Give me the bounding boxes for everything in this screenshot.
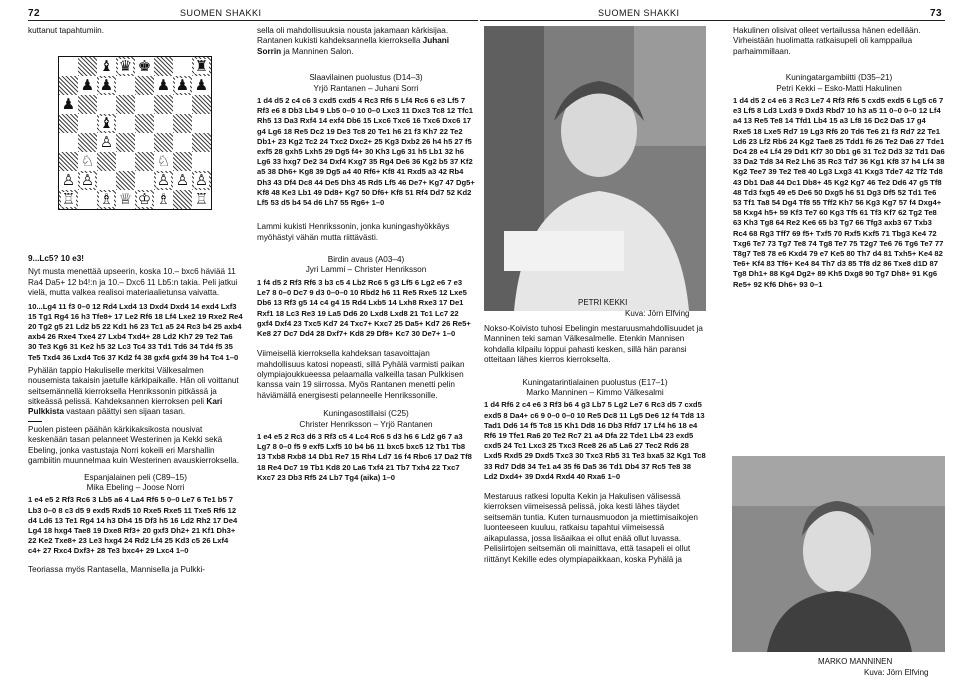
board-square [192,95,211,114]
board-square [192,76,211,95]
chess-piece: ♜ [194,57,209,75]
chess-piece: ♙ [175,171,190,189]
photo-caption-credit: Kuva: Jörn Elfving [864,668,929,677]
move-annotation: 9...Lc5? 10 e3! [28,254,84,263]
board-square [97,152,116,171]
right-header-rule [480,20,945,21]
board-square [59,152,78,171]
left-header-rule [28,20,478,21]
board-square [135,114,154,133]
board-square [192,152,211,171]
photo-caption-name: PETRI KEKKI [578,298,628,307]
paragraph: Nokso-Koivisto tuhosi Ebelingin mestaruusmahdollisuudet ja Manninen teki saman Välkesalmelle. Etenkin Mannisen kohdalla kilpailu loppui pahasti kesken, sillä hän paransi otteitaan lähes kierros kierrokselta. [484,324,703,365]
left-page-number: 72 [28,8,41,19]
board-square [116,133,135,152]
chess-piece: ♙ [80,171,95,189]
chess-piece: ♗ [156,190,171,208]
board-square [135,190,154,209]
board-square [78,95,97,114]
column-2 [257,26,475,486]
board-square [97,76,116,95]
board-square [173,190,192,209]
board-square [78,171,97,190]
separator [28,421,42,422]
game-title: Kuningatargambiitti (D35–21) [785,73,893,83]
board-square [135,95,154,114]
chess-piece: ♛ [118,57,133,75]
game-moves: 1 d4 d5 2 c4 c6 3 cxd5 cxd5 4 Rc3 Rf6 5 Lf4 Rc6 6 e3 Lf5 7 Rf3 e6 8 Db3 Lb4 9 Lb5 0–0 10 0–0 Lxc3 11 Dxc3 Tc8 12 Tfc1 Rh5 13 Da3 Rxf4 14 exf4 Db6 15 Lxc6 Txc6 16 Txc6 Dxc6 17 g4 Lg6 18 Re5 Dc2 19 De3 Tc8 20 Te1 h6 21 f3 Kh7 22 Te2 Db1+ 23 Kg2 Tc2 24 Txc2 Dxc2+ 25 Kg3 Dxb2 26 h4 h5 27 f5 exf5 28 gxh5 Lxh5 29 Dg5 f4+ 30 Kh3 Lg6 31 h5 Lb1 32 h6 Lg6 33 hxg7 De2 34 Dxf4 Kxg7 35 Rg4 De6 36 Kg2 b5 37 Kf2 a5 38 Dh6+ Kg8 39 Dg5 a4 40 Rf6+ Kf8 41 Rxd5 a3 42 Rb4 Dh3 43 Df4 Dc8 44 De5 Dh3 45 Rd5 Lf5 46 De7+ Kg7 47 Dg5+ Kf8 48 Ke3 Lb1 49 Dd8+ Kg7 50 Df6+ Kf8 51 Rf4 Dd7 52 Kd2 Lf5 53 d5 b4 54 d6 Lh7 55 Rg6+ 1–0 [257,96,475,208]
game-title: Slaavilainen puolustus (D14–3) [309,73,423,83]
game-title: Birdin avaus (A03–4) [327,255,405,265]
board-square [192,133,211,152]
board-square [78,57,97,76]
paragraph: Viimeisellä kierroksella kahdeksan tasavoittajan mahdollisuus katosi nopeasti, sillä Pyhälä varmisti paikan olympiajoukkueessa pelaamalla valkeilla tasan Pulkkisen kanssa vain 19 siirrossa. Myös Rantanen menetti pelin häviämällä energisesti pelanneelle Henrikssonille. [257,349,465,400]
chess-piece: ♟ [99,76,114,94]
board-square [173,171,192,190]
column-1-body [28,254,243,578]
portrait-illustration [484,26,706,311]
chess-piece: ♙ [61,171,76,189]
portrait-illustration [732,456,945,652]
paragraph: Teoriassa myös Rantasella, Mannisella ja Pulkki- [28,564,206,574]
game-moves: 1 d4 d5 2 c4 e6 3 Rc3 Le7 4 Rf3 Rf6 5 cxd5 exd5 6 Lg5 c6 7 e3 Lf5 8 Ld3 Lxd3 9 Dxd3 Rbd7 10 h3 a5 11 0–0 0–0 12 Lf4 a4 13 Re5 Te8 14 Tfd1 Lb4 15 a3 Lf8 16 Dc2 Da5 17 g4 Rxe5 18 Lxe5 Rd7 19 Lg3 Rf6 20 Td6 Te6 21 f3 Rd7 22 Te1 Ld6 23 Lf2 Rb6 24 Kg2 Tae8 25 Tdd1 f6 26 Te2 Da6 27 Tde1 Dc4 28 e4 Lf4 29 Dd1 Kf7 30 Db1 g6 31 Tc2 Dd3 32 Td1 Da6 33 Da2 Td8 34 Re2 Lh6 35 Rc3 Td7 36 Kg1 Kf8 37 h4 Lf4 38 Kg2 Tee7 39 Te2 Te8 40 Lg3 Lxg3 41 Kxg3 Tde7 42 Tf2 Td8 43 Db1 Da8 44 Dc1 Db8+ 45 Kg2 Kg7 46 Te2 Dd6 47 g5 Tf8 48 Td3 fxg5 49 e5 De6 50 Dxg5 h6 51 Dg3 Df5 52 Td1 Te6 53 Tf1 Ta8 54 Dg4 Tf8 55 Tff2 Kh7 56 Kg3 Kg7 57 f4 Dxg4+ 58 Kxg4 h5+ 59 Kf3 Te7 60 Kg3 Tf5 61 Tf3 Kf7 62 Tg2 Te8 63 Kh3 Tg8 64 Re2 Ke6 65 b3 Tg7 66 Tfg3 axb3 67 Txb3 Rc4 68 Rg3 Tff7 69 f5+ Txf5 70 Rxf5 Kxf5 71 Tbg3 Ke4 72 Txg6 Te7 73 Tg7 Te8 74 Tg8 Te7 75 T2g7 Te6 76 Tg6 Te7 77 T8g7 Te8 78 e6 Kxd4 79 e7 Ke5 80 Th7 d4 81 Txh5+ Ke4 82 Te6+ Kf4 83 Tf6+ Ke4 84 Th7 d3 85 Tf8 d2 86 Txe8 d1D 87 Tg8 Dh1+ 88 Kg4 Dg2+ 89 Kh5 Dxg8 90 Tg7 Dh8+ 91 Kg6 Re5+ 92 Kf6 Dh6+ 93 0–1 [733,96,945,289]
board-square [59,190,78,209]
chess-piece: ♙ [194,171,209,189]
board-square [116,171,135,190]
chess-piece: ♙ [99,133,114,151]
paragraph: Puolen pisteen päähän kärkikaksikosta nousivat keskenään tasan pelanneet Westerinen ja Kekki sekä Ebeling, jonka vastustaja Norri kokeili eri Marshallin gambiitin muunnelmaa kuin Westerinen avauskierroksella. [28,424,240,466]
chess-piece: ♟ [156,76,171,94]
column-3 [484,324,706,568]
column-1-top: kuttanut tapahtumiin. [28,26,105,35]
board-square [135,57,154,76]
chess-piece: ♘ [80,152,95,170]
paragraph: Lammi kukisti Henrikssonin, jonka kuningashyökkäys myöhästyi vähän mutta riittävästi. [257,222,450,242]
board-square [59,95,78,114]
board-square [173,133,192,152]
photo-petri-kekki [484,26,706,311]
board-square [59,171,78,190]
paragraph: sella oli mahdollisuuksia nousta jakamaan kärkisijaa. Rantanen kukisti kahdeksannella kierroksella Juhani Sorrin ja Manninen Salon. [257,26,450,56]
game-title: Kuningasostillaisi (C25) [323,409,409,419]
board-square [154,76,173,95]
board-square [192,57,211,76]
board-square [135,171,154,190]
board-square [116,57,135,76]
chess-piece: ♔ [137,190,152,208]
photo-caption-name: MARKO MANNINEN [818,657,893,666]
photo-caption-credit: Kuva: Jörn Elfving [625,309,690,318]
chess-piece: ♟ [194,76,209,94]
board-square [154,133,173,152]
paragraph: Hakulinen olisivat olleet vertailussa hänen edellään. Virheistään huolimatta ratkaisupeli oli kamppailua parhaimmillaan. [733,26,921,56]
board-square [97,95,116,114]
board-square [59,76,78,95]
board-square [173,95,192,114]
chess-piece: ♟ [80,76,95,94]
game-moves: 1 e4 e5 2 Rf3 Rc6 3 Lb5 a6 4 La4 Rf6 5 0–0 Le7 6 Te1 b5 7 Lb3 0–0 8 c3 d5 9 exd5 Rxd5 10 Rxe5 Rxe5 11 Txe5 Rf6 12 d4 Ld6 13 Te1 Rg4 14 h3 Dh4 15 Df3 h5 16 Ld2 Rh2 17 De4 Lg4 18 hxg4 Tae8 19 Dxe8 Rf3+ 20 gxf3 Dh2+ 21 Kf1 Dh3+ 22 Ke2 Txe8+ 23 Le3 hxg4 24 Rd2 Lf4 25 Kd3 c5 26 Lxf4 c4+ 27 Rxc4 Dxf3+ 28 Te3 bxc4+ 29 Lxc4 1–0 [28,495,238,556]
chess-diagram [58,56,212,210]
chess-piece: ♖ [61,190,76,208]
board-square [97,171,116,190]
board-square [116,114,135,133]
board-square [97,57,116,76]
board-square [173,76,192,95]
game-players: Petri Kekki – Esko-Matti Hakulinen [776,83,902,93]
board-square [192,171,211,190]
paragraph: Nyt musta menettää upseerin, koska 10.– bxc6 häviää 11 Ra4 Da5+ 12 b4!:n ja 10.– Dxc6 11 Lb5:n takia. Peli jatkui vielä, mutta valkea realisoi materiaalietunsa vaivatta. [28,267,238,298]
right-running-title: SUOMEN SHAKKI [598,8,680,18]
board-square [135,152,154,171]
board-square [135,76,154,95]
game-players: Marko Manninen – Kimmo Välkesalmi [526,388,664,398]
chess-piece: ♕ [118,190,133,208]
game-players: Jyri Lammi – Christer Henriksson [305,265,427,275]
board-square [135,133,154,152]
board-square [78,190,97,209]
chess-piece: ♟ [175,76,190,94]
board-square [116,95,135,114]
column-4 [733,26,945,293]
game-players: Christer Henriksson – Yrjö Rantanen [299,419,433,429]
board-square [192,114,211,133]
right-page-number: 73 [930,8,943,19]
game-players: Mika Ebeling – Joose Norri [86,482,185,492]
chess-piece: ♝ [99,114,114,132]
board-square [78,133,97,152]
game-title: Espanjalainen peli (C89–15) [84,472,187,482]
game-moves: 1 e4 e5 2 Rc3 d6 3 Rf3 c5 4 Lc4 Rc6 5 d3 h6 6 Ld2 g6 7 a3 Lg7 8 0–0 f5 9 exf5 Lxf5 10 b4 b6 11 bxc5 bxc5 12 Tb1 Tb8 13 Txb8 Rxb8 14 Db1 Re7 15 Rh4 Ld7 16 f4 Rbc6 17 Da2 Tf8 18 Re4 Dc7 19 Tb1 Kd8 20 La6 Txf4 21 Tb7 Txh4 22 Txc7 Kxc7 23 Db3 Rf5 24 Lb7 Tg4 (aika) 1–0 [257,431,472,482]
board-square [154,171,173,190]
board-square [173,57,192,76]
board-square [192,190,211,209]
board-square [97,190,116,209]
board-square [59,114,78,133]
board-square [116,152,135,171]
photo-marko-manninen [732,456,945,652]
game-moves: 1 f4 d5 2 Rf3 Rf6 3 b3 c5 4 Lb2 Rc6 5 g3 Lf5 6 Lg2 e6 7 e3 Le7 8 0–0 Dc7 9 d3 0–0–0 10 Rbd2 h6 11 Re5 Rxe5 12 Lxe5 Db6 13 Rf3 g5 14 c4 g4 15 Rd4 Lxb5 14 Lxh8 Rxe3 17 De1 Rxf1 18 Lc3 Re3 19 La5 Dd6 20 Lxd8 Lxd8 21 Tc1 Lc7 22 gxf4 Dxf4 23 Txc5 Kd7 24 Txc7+ Kxc7 25 Da5+ Kd7 26 Re5+ Ke8 27 Dc7 Dd4 28 Dxf7+ Kd8 29 Df8+ Kc7 30 De7+ 1–0 [257,277,471,338]
board-square [59,133,78,152]
board-square [116,190,135,209]
chess-piece: ♘ [156,152,171,170]
chess-piece: ♚ [137,57,152,75]
board-square [116,76,135,95]
board-square [78,114,97,133]
board-square [154,114,173,133]
paragraph: Mestaruus ratkesi lopulta Kekin ja Hakulisen välisessä kierroksen viimeisessä pelissä, joka kesti lähes täydet seitsemän tuntia. Kuten turnausmuodon ja miettimisaikojen luonteeseen kuuluu, ratkaisu tapahtui viimeisessä aikapulassa, jossa lisäaikaa ei ollut enää ollut luvassa. Pelisiirtojen seitsemän oli mainittava, että tasapeli ei ollut riittänyt Kekille edes olympiapaikkaan, koska Pyhälä ja [484,492,698,564]
board-square [78,76,97,95]
board-square [173,114,192,133]
paragraph: Pyhälän tappio Hakuliselle merkitsi Välkesalmen nousemista takaisin jaetulle kärkipaikalle. Hän oli voittanut seitsemännellä kierroksella Henrikssonin pitkässä ja sitkeässä pelissä. Kahdeksannen kierroksen peli Kari Pulkkista vastaan päättyi sen sijaan tasan. [28,365,239,417]
board-square [154,152,173,171]
game-title: Kuningatarintialainen puolustus (E17–1) [522,377,668,387]
board-square [59,57,78,76]
left-running-title: SUOMEN SHAKKI [180,8,262,18]
chess-piece: ♝ [99,57,114,75]
chess-piece: ♟ [61,95,76,113]
chess-piece: ♖ [194,190,209,208]
board-square [154,95,173,114]
board-square [97,114,116,133]
game-moves: 10...Lg4 11 f3 0–0 12 Rd4 Lxd4 13 Dxd4 Dxd4 14 exd4 Lxf3 15 Tg1 Rg4 16 h3 Tfe8+ 17 Le2 Rf6 18 Lf4 Lxe2 19 Rxe2 Re4 20 Tg2 g5 21 Ld2 b5 22 Kd1 h6 23 Tc1 a5 24 Rc3 b4 25 axb4 axb4 26 Rxe4 Txe4 27 Lxb4 Txd4+ 28 Ld2 Kh7 29 Te2 Ta6 30 Te3 Kg6 31 Ke2 h5 32 Lc3 Tc4 33 Td1 Td6 34 Td4 f5 35 Te5 Txd4 36 Lxd4 Tc6 37 Kd2 f4 38 gxf4 gxf4 39 h4 Tc4 1–0 [28,301,243,362]
board-square [97,133,116,152]
board-square [154,190,173,209]
board-square [78,152,97,171]
chess-piece: ♙ [156,171,171,189]
game-players: Yrjö Rantanen – Juhani Sorri [313,83,419,93]
chess-piece: ♗ [99,190,114,208]
board-square [154,57,173,76]
board-square [173,152,192,171]
game-moves: 1 d4 Rf6 2 c4 e6 3 Rf3 b6 4 g3 Lb7 5 Lg2 Le7 6 Rc3 d5 7 cxd5 exd5 8 Da4+ c6 9 0–0 0–0 10 Re5 Dc8 11 Lg5 De6 12 f4 Td8 13 Tad1 Dd6 14 f5 Tc8 15 Kh1 Dd8 16 Db3 Rfd7 17 Lf4 h6 18 e4 Rf6 19 Tfe1 Ra6 20 Te2 Rc7 21 a4 Dfa 22 Tde1 Lb4 23 exd5 cxd5 24 Tc1 Lxc3 25 Txc3 Rce8 26 a5 La6 27 Tec2 Rd6 28 Lxd5 Rxd5 29 Dxd5 Txc3 30 Txc3 Rb5 31 Te3 bxa5 32 Kg1 Tc8 33 Rd7 Dd8 34 Te1 a4 35 f6 Da5 36 Td1 Db4 37 Rc5 Te8 38 Ld2 Dxd4+ 39 Dxd4 Rxd4 40 Rxa6 1–0 [484,400,706,481]
